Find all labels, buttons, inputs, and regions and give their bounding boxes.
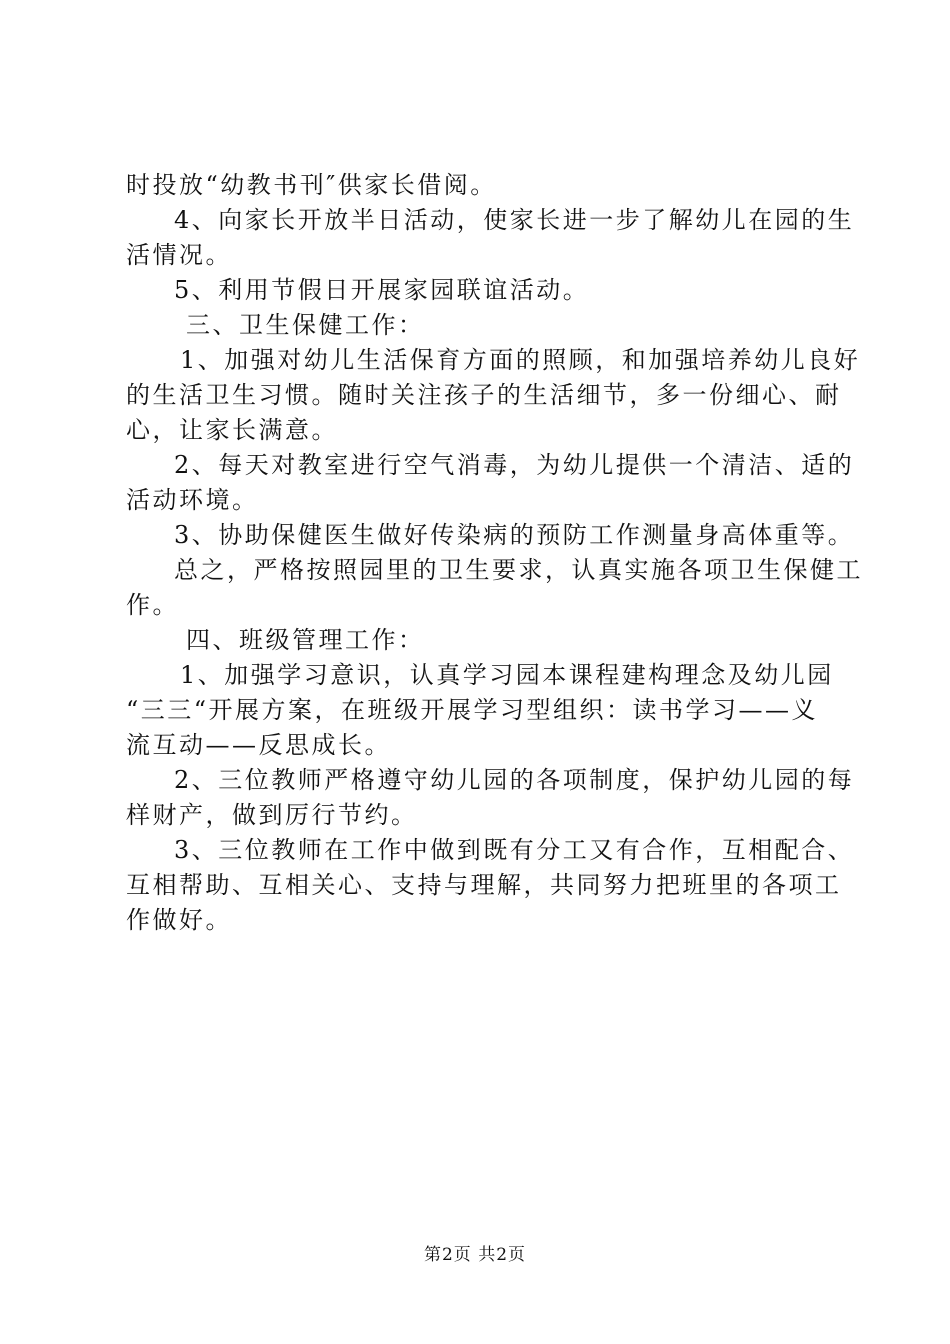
text-line: 2、每天对教室进行空气消毒，为幼儿提供一个清洁、适的 (174, 451, 855, 479)
text-line: 样财产，做到厉行节约。 (126, 801, 418, 829)
page-footer: 第2页 共2页 (423, 1245, 527, 1265)
text-line: 互相帮助、互相关心、支持与理解，共同努力把班里的各项工 (126, 871, 842, 899)
text-line: 3、协助保健医生做好传染病的预防工作测量身高体重等。 (174, 521, 855, 549)
text-line: 2、三位教师严格遵守幼儿园的各项制度，保护幼儿园的每 (174, 766, 855, 794)
text-line: 4、向家长开放半日活动，使家长进一步了解幼儿在园的生 (174, 206, 855, 234)
text-line: 活情况。 (126, 241, 232, 269)
text-line: 作做好。 (126, 906, 232, 934)
section-heading: 四、班级管理工作： (186, 626, 425, 654)
text-line: 活动环境。 (126, 486, 259, 514)
text-line: “三三“开展方案，在班级开展学习型组织：读书学习——义 (126, 696, 819, 724)
text-line: 总之，严格按照园里的卫生要求，认真实施各项卫生保健工 (174, 556, 863, 584)
text-line: 的生活卫生习惯。随时关注孩子的生活细节，多一份细心、耐 (126, 381, 842, 409)
text-line: 3、三位教师在工作中做到既有分工又有合作，互相配合、 (174, 836, 855, 864)
section-heading: 三、卫生保健工作： (186, 311, 425, 339)
document-body (126, 168, 863, 938)
text-line: 5、利用节假日开展家园联谊活动。 (174, 276, 590, 304)
text-line: 1、加强学习意识，认真学习园本课程建构理念及幼儿园 (180, 661, 834, 689)
text-line: 1、加强对幼儿生活保育方面的照顾，和加强培养幼儿良好 (180, 346, 861, 374)
text-line: 心，让家长满意。 (126, 416, 338, 444)
text-line: 时投放“幼教书刊″供家长借阅。 (126, 171, 497, 199)
text-line: 作。 (126, 591, 179, 619)
text-line: 流互动——反思成长。 (126, 731, 391, 759)
